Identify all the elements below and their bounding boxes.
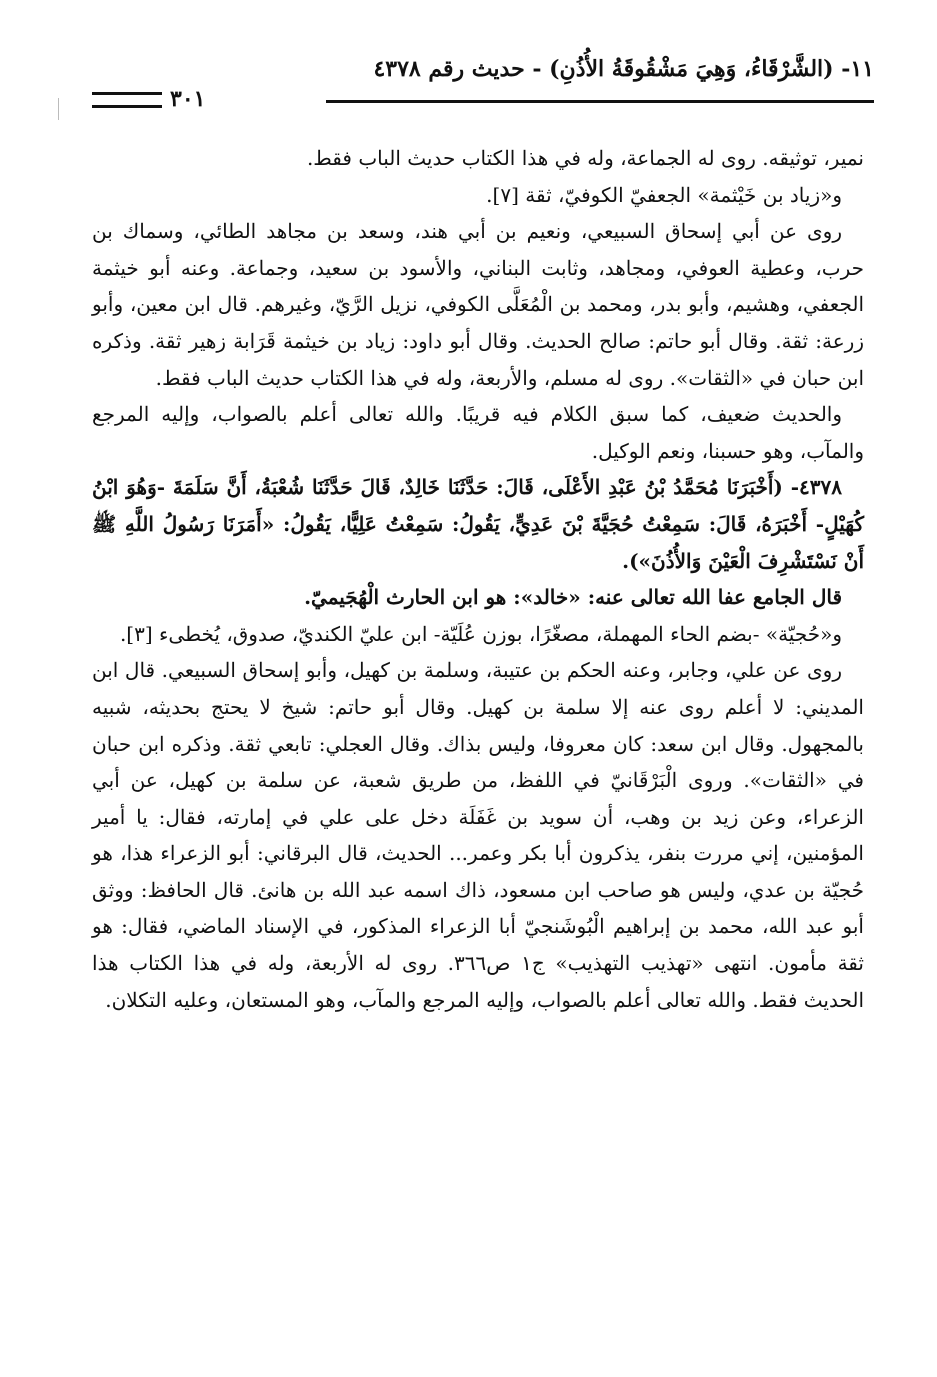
running-title: ١١- (الشَّرْقَاءُ، وَهِيَ مَشْقُوقَةُ الأُذُنِ) - حديث رقم ٤٣٧٨ bbox=[373, 56, 874, 82]
page-header bbox=[92, 56, 874, 116]
paragraph-hujayya-biography: روى عن علي، وجابر، وعنه الحكم بن عتيبة، وسلمة بن كهيل، وأبو إسحاق السبيعي. قال ابن المديني: لا أعلم روى عنه إلا سلمة بن كهيل. وقال أبو حاتم: شيخ لا يحتج بحديثه، شبيه بالمجهول. وقال ابن سعد: كان معروفا، وليس بذاك. وقال العجلي: تابعي ثقة. وذكره ابن حبان في «الثقات». وروى الْبَرْقَانيّ في اللفظ، من طريق شعبة، عن سلمة بن كهيل، عن أبي الزعراء، وعن زيد بن وهب، أن سويد بن غَفَلَة دخل على علي في إمارته، فقال: يا أمير المؤمنين، إني مررت بنفر، يذكرون أبا بكر وعمر... الحديث، قال البرقاني: أبو الزعراء هذا، هو حُجيّة بن عدي، وليس هو صاحب ابن مسعود، ذاك اسمه عبد الله بن هانئ. قال الحافظ: ووثق أبو عبد الله، محمد بن إبراهيم الْبُوشَنجيّ أبا الزعراء المذكور، في الإسناد الماضي، فقال: هو ثقة مأمون. انتهى «تهذيب التهذيب» ج١ ص٣٦٦. روى له الأربعة، وله في هذا الكتاب هذا الحديث فقط. والله تعالى أعلم بالصواب، وإليه المرجع والمآب، وهو المستعان، وعليه التكلان. bbox=[92, 658, 864, 1012]
page-number-rules bbox=[92, 92, 162, 108]
body-text bbox=[92, 140, 864, 1018]
margin-mark bbox=[58, 98, 59, 120]
paragraph-continuation: نمير، توثيقه. روى له الجماعة، وله في هذا الكتاب حديث الباب فقط. bbox=[306, 146, 864, 170]
page-number: ٣٠١ bbox=[170, 86, 206, 112]
header-rule bbox=[326, 100, 874, 103]
paragraph-hadith-grade: والحديث ضعيف، كما سبق الكلام فيه قريبًا. والله تعالى أعلم بالصواب، وإليه المرجع والمآب، وهو حسبنا، ونعم الوكيل. bbox=[92, 402, 864, 463]
paragraph-ziyad-biography: روى عن أبي إسحاق السبيعي، ونعيم بن أبي هند، وسعد بن مجاهد الطائي، وسماك بن حرب، وعطية العوفي، ومجاهد، وثابت البناني، والأسود بن سعيد، وجماعة. وعنه أبو خيثمة الجعفي، وهشيم، وأبو بدر، ومحمد بن الْمُعَلَّى الكوفي، نزيل الرَّيّ، وغيرهم. قال ابن معين، وأبو زرعة: ثقة. وقال أبو حاتم: صالح الحديث. وقال أبو داود: زياد بن خيثمة قَرَابة زهير ثقة. وذكره ابن حبان في «الثقات». روى له مسلم، والأربعة، وله في هذا الكتاب حديث الباب فقط. bbox=[92, 219, 864, 390]
paragraph-narrator-hujayya: و«حُجيّة» -بضم الحاء المهملة، مصغّرًا، بوزن عُلَيّة- ابن عليّ الكنديّ، صدوق، يُخطىء [٣]. bbox=[119, 621, 842, 646]
paragraph-hadith-4378: ٤٣٧٨- (أَخْبَرَنَا مُحَمَّدُ بْنُ عَبْدِ الأَعْلَى، قَالَ: حَدَّثَنَا خَالِدٌ، قَالَ حَدَّثَنَا شُعْبَةُ، أَنَّ سَلَمَةَ -وَهُوَ ابْنُ كُهَيْلٍ- أَخْبَرَهُ، قَالَ: سَمِعْتُ حُجَيَّةَ بْنَ عَدِيٍّ، يَقُولُ: سَمِعْتُ عَلِيًّا، يَقُولُ: «أَمَرَنَا رَسُولُ اللَّهِ ﷺ أَنْ نَسْتَشْرِفَ الْعَيْنَ وَالأُذُنَ»). bbox=[92, 475, 864, 573]
paragraph-narrator-ziyad: و«زياد بن خَيْثمة» الجعفيّ الكوفيّ، ثقة [٧]. bbox=[486, 182, 842, 207]
paragraph-commentary-heading: قال الجامع عفا الله تعالى عنه: «خالد»: هو ابن الحارث الْهُجَيميّ. bbox=[304, 585, 842, 610]
